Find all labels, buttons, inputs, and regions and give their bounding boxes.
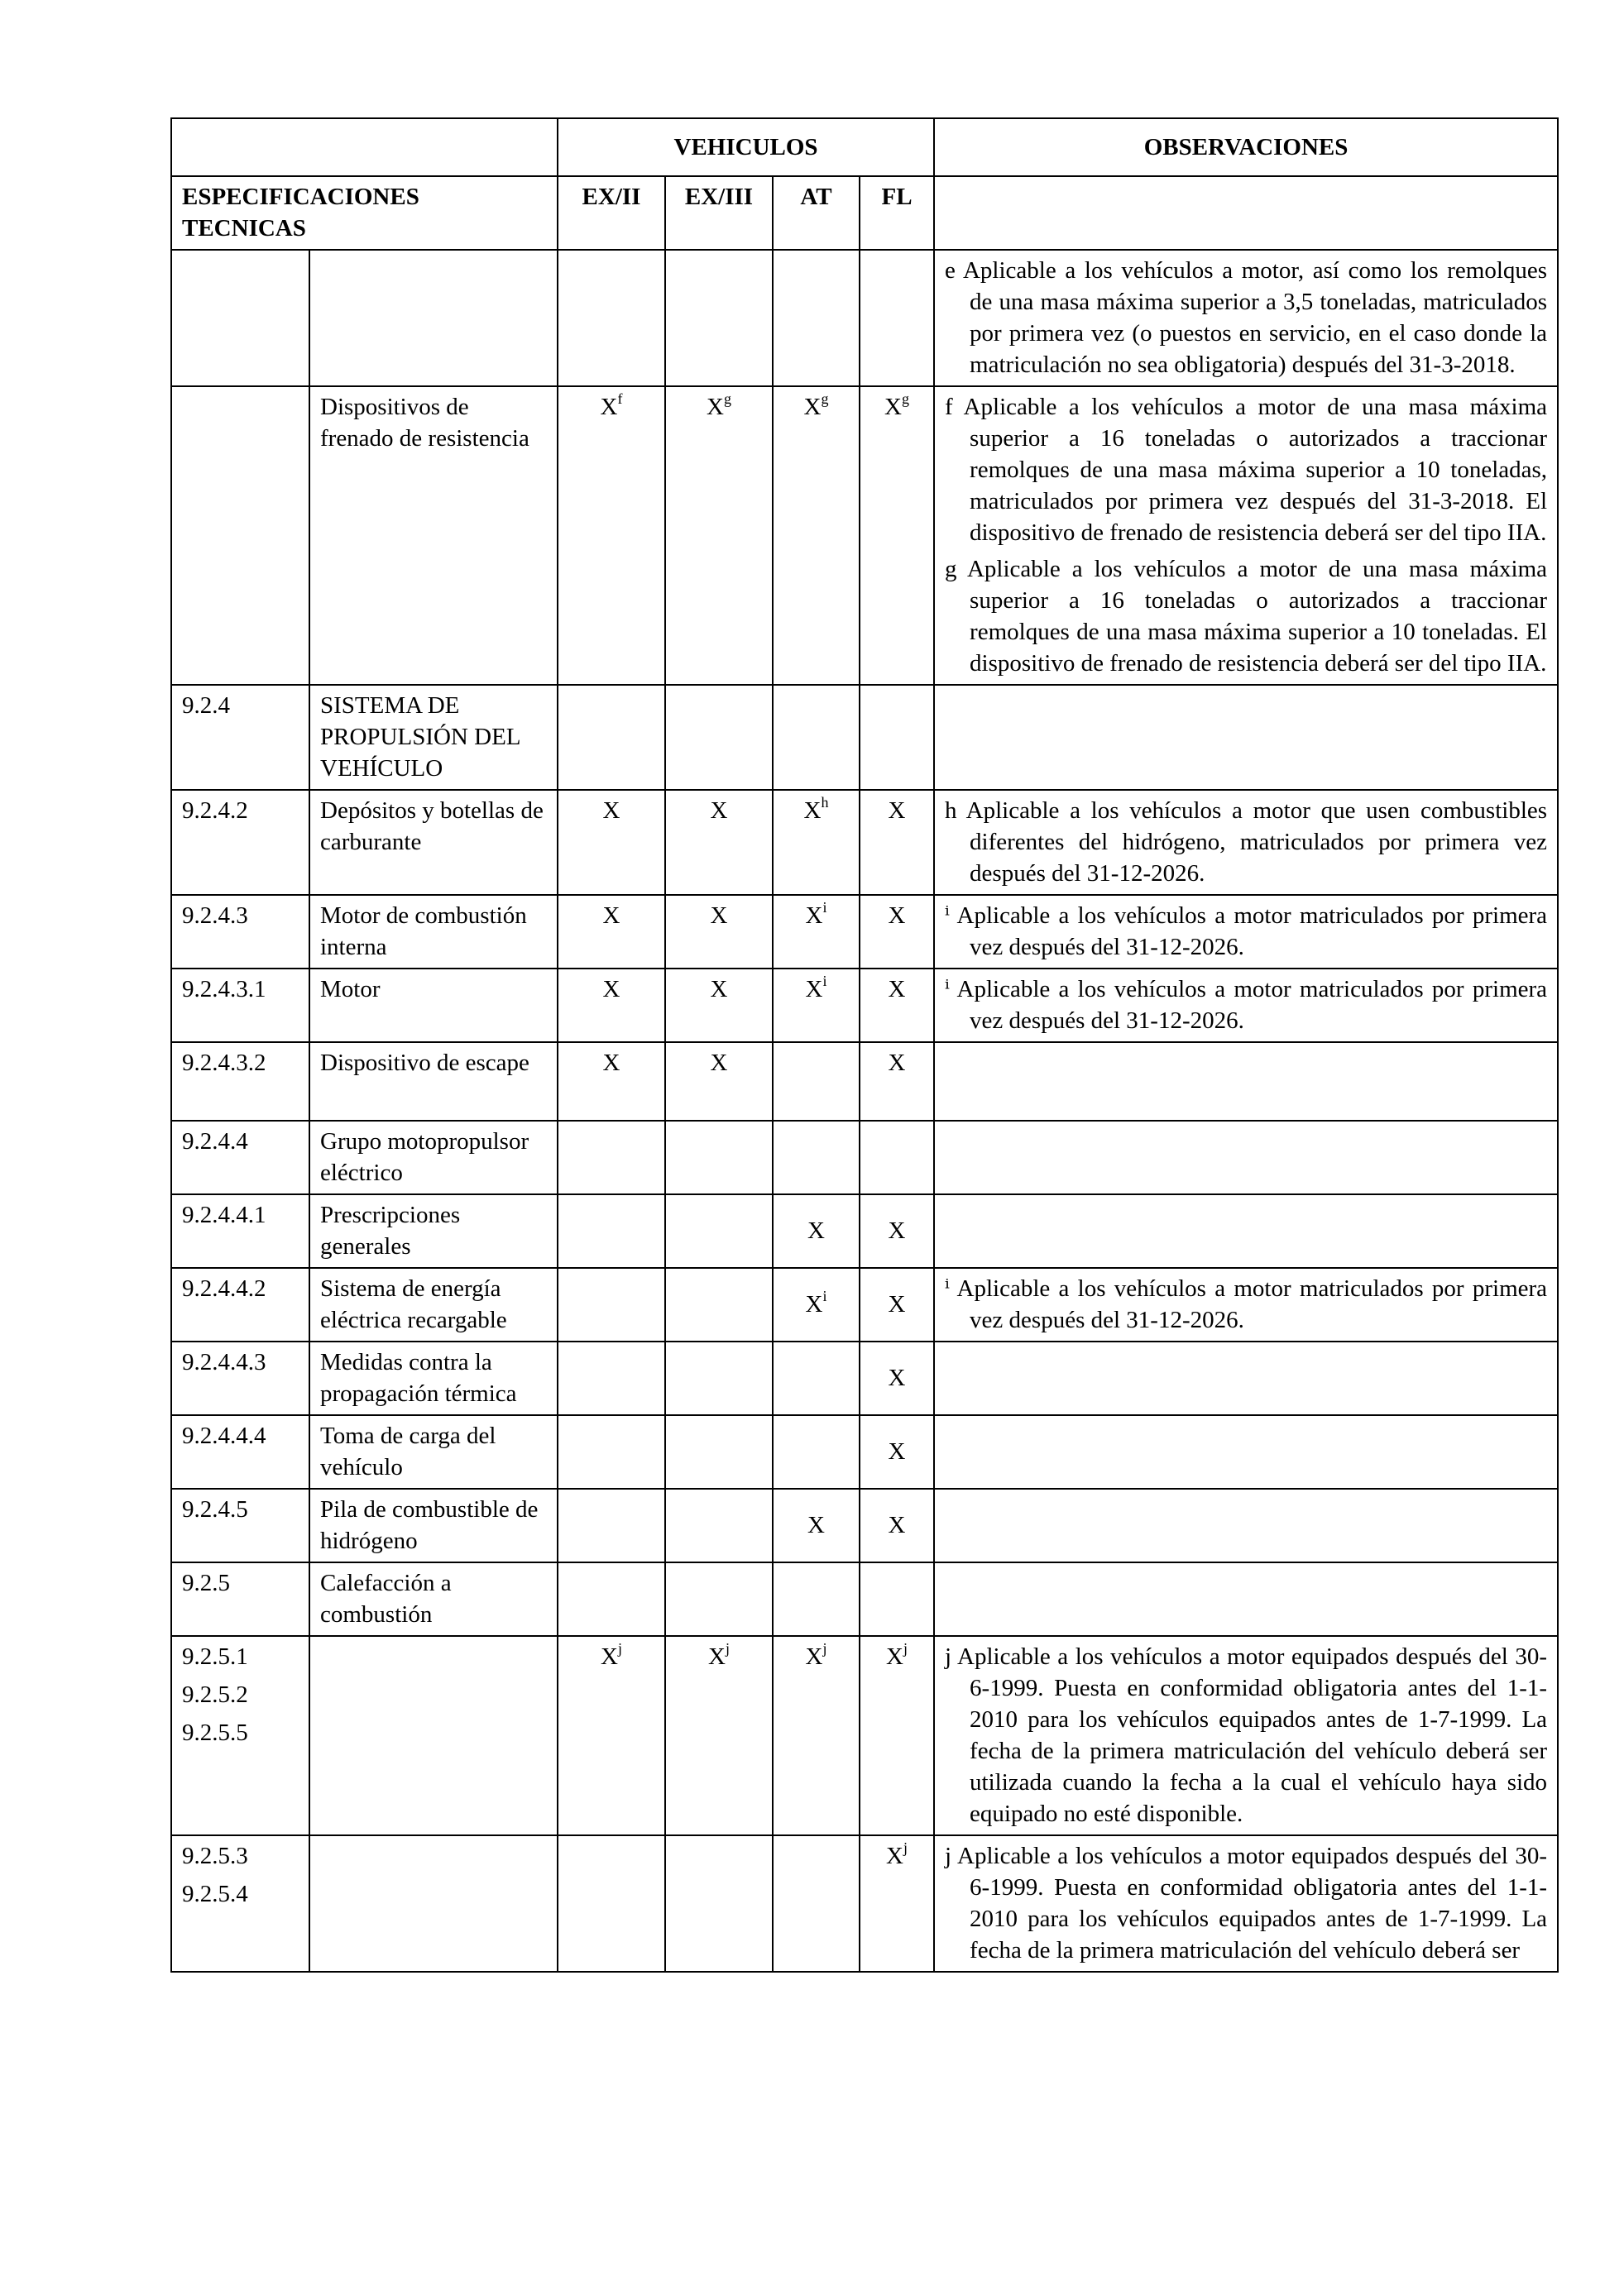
row-name: Motor [309,969,558,1042]
mark-ex-ii [558,1562,665,1636]
header-col-fl: FL [860,176,934,250]
table-row [171,895,1558,969]
row-code-cell [171,1636,309,1835]
mark-at [773,386,860,685]
row-observation [934,1042,1558,1121]
row-code: 9.2.4.4.2 [182,1275,266,1302]
header-blank-cell [171,118,558,176]
header-col-ex-ii: EX/II [558,176,665,250]
mark-value: X [888,976,906,1002]
mark-at [773,1342,860,1415]
row-code: 9.2.4.4 [182,1128,248,1155]
row-name: Dispositivos de frenado de resistencia [309,386,558,685]
mark-ex-iii [665,1415,773,1489]
mark-ex-ii [558,685,665,790]
mark-value: X [888,1438,906,1465]
table-body [171,250,1558,1972]
mark-ex-iii [665,1121,773,1194]
row-code: 9.2.4.4.4 [182,1423,266,1449]
row-code: 9.2.4.5 [182,1496,248,1523]
footnote-text: j Aplicable a los vehículos a motor equipados después del 30-6-1999. Puesta en conformidad obligatoria antes del 1-1-2010 para los vehículos equipados antes de 1-7-1999. La fecha de la primera matriculación del vehículo deberá ser [945,1843,1548,1964]
footnote-text: h Aplicable a los vehículos a motor que usen combustibles diferentes del hidrógeno, matriculados por primera vez después del 31-12-2026. [945,797,1548,887]
row-name: Sistema de energía eléctrica recargable [309,1268,558,1342]
mark-ex-iii [665,1835,773,1972]
row-code-cell [171,250,309,386]
mark-ex-ii [558,790,665,895]
mark-fl [860,1342,934,1415]
mark-fl [860,1042,934,1121]
mark-at [773,1489,860,1562]
mark-fl [860,1415,934,1489]
mark-value: X [805,1291,823,1318]
table-row [171,1562,1558,1636]
row-code-cell [171,1121,309,1194]
mark-value: X [888,1050,906,1076]
mark-value: X [805,902,823,929]
specifications-table [170,117,1559,1973]
mark-value: X [888,1365,906,1391]
mark-ex-ii [558,1415,665,1489]
header-col-ex-iii: EX/III [665,176,773,250]
mark-value: X [602,1050,620,1076]
mark-ex-iii [665,895,773,969]
mark-footnote-ref: j [725,1640,730,1657]
mark-ex-iii [665,685,773,790]
row-observation [934,895,1558,969]
row-observation [934,1562,1558,1636]
mark-value: X [807,1512,825,1538]
row-code: 9.2.4.3.2 [182,1050,266,1076]
row-code: 9.2.5.3 [182,1843,248,1869]
row-code-cell [171,1194,309,1268]
footnote-text: g Aplicable a los vehículos a motor de una masa máxima superior a 16 toneladas o autorizados a traccionar remolques de una masa máxima superior a 10 toneladas. El dispositivo de frenado de resistencia deberá ser del tipo IIA. [945,556,1548,677]
mark-ex-iii [665,1562,773,1636]
mark-fl [860,895,934,969]
table-row [171,969,1558,1042]
mark-value: X [707,394,724,420]
row-code: 9.2.5.5 [182,1720,248,1746]
mark-fl [860,386,934,685]
mark-at [773,1835,860,1972]
footnote-text: ⁱ Aplicable a los vehículos a motor matriculados por primera vez después del 31-12-2026. [945,976,1548,1034]
row-code-cell [171,685,309,790]
mark-ex-iii [665,1342,773,1415]
table-row [171,1835,1558,1972]
mark-value: X [888,902,906,929]
row-observation [934,790,1558,895]
row-observation [934,250,1558,386]
mark-ex-ii [558,250,665,386]
mark-value: X [708,1643,726,1670]
header-col-at: AT [773,176,860,250]
mark-ex-iii [665,790,773,895]
mark-at [773,685,860,790]
mark-value: X [886,1843,903,1869]
table-row [171,790,1558,895]
mark-footnote-ref: g [902,390,909,407]
mark-footnote-ref: i [822,1288,827,1304]
mark-value: X [805,1643,823,1670]
footnote-text: j Aplicable a los vehículos a motor equipados después del 30-6-1999. Puesta en conformidad obligatoria antes del 1-1-2010 para los vehículos equipados antes de 1-7-1999. La fecha de la primera matriculación del vehículo deberá ser utilizada cuando la fecha a la cual el vehículo haya sido equipado no esté disponible. [945,1643,1548,1827]
table-row [171,250,1558,386]
mark-value: X [803,394,822,420]
mark-ex-ii [558,1042,665,1121]
mark-value: X [886,1643,903,1670]
row-code-cell [171,1415,309,1489]
row-name: Grupo motopropulsor eléctrico [309,1121,558,1194]
header-observaciones: OBSERVACIONES [934,118,1558,176]
row-code: 9.2.4 [182,692,230,719]
mark-ex-iii [665,1636,773,1835]
mark-footnote-ref: i [822,973,827,989]
row-observation [934,1415,1558,1489]
mark-value: X [888,1512,906,1538]
mark-value: X [807,1217,825,1244]
footnote-text: f Aplicable a los vehículos a motor de una masa máxima superior a 16 toneladas o autorizados a traccionar remolques de una masa máxima superior a 10 toneladas, matriculados por primera vez después del 31-3-2018. El dispositivo de frenado de resistencia deberá ser del tipo IIA. [945,394,1548,546]
mark-ex-ii [558,1121,665,1194]
row-name: Toma de carga del vehículo [309,1415,558,1489]
row-observation [934,1342,1558,1415]
row-observation [934,969,1558,1042]
row-observation [934,386,1558,685]
header-vehiculos: VEHICULOS [558,118,934,176]
row-code-cell [171,1042,309,1121]
mark-ex-ii [558,1342,665,1415]
mark-footnote-ref: g [821,390,829,407]
table-row [171,1342,1558,1415]
mark-fl [860,685,934,790]
footnote-text: ⁱ Aplicable a los vehículos a motor matriculados por primera vez después del 31-12-2026. [945,1275,1548,1333]
mark-value: X [600,394,618,420]
mark-ex-iii [665,1268,773,1342]
row-code: 9.2.4.3.1 [182,976,266,1002]
mark-footnote-ref: j [903,1640,908,1657]
table-row [171,1489,1558,1562]
row-code: 9.2.4.3 [182,902,248,929]
table-row [171,1194,1558,1268]
row-code-cell [171,1268,309,1342]
mark-fl [860,790,934,895]
header-row-2 [171,176,1558,250]
row-name: Medidas contra la propagación térmica [309,1342,558,1415]
row-name: Depósitos y botellas de carburante [309,790,558,895]
mark-ex-ii [558,895,665,969]
row-code: 9.2.5.1 [182,1643,248,1670]
mark-value: X [710,902,728,929]
row-code-cell [171,969,309,1042]
table-row [171,386,1558,685]
mark-at [773,1121,860,1194]
row-code-cell [171,1342,309,1415]
mark-ex-iii [665,969,773,1042]
table-row [171,1268,1558,1342]
mark-at [773,1268,860,1342]
mark-value: X [601,1643,618,1670]
mark-ex-ii [558,1194,665,1268]
row-name: Motor de combustión interna [309,895,558,969]
row-code-cell [171,790,309,895]
mark-value: X [805,976,823,1002]
mark-at [773,1042,860,1121]
mark-at [773,250,860,386]
header-obs-blank [934,176,1558,250]
row-name: Dispositivo de escape [309,1042,558,1121]
mark-at [773,790,860,895]
mark-fl [860,1636,934,1835]
mark-ex-ii [558,1636,665,1835]
footnote-text: e Aplicable a los vehículos a motor, así como los remolques de una masa máxima superior a 3,5 toneladas, matriculados por primera vez (o puestos en servicio, en el caso donde la matriculación no sea obligatoria) después del 31-3-2018. [945,257,1548,378]
mark-ex-ii [558,969,665,1042]
mark-footnote-ref: j [822,1640,827,1657]
mark-value: X [602,797,620,824]
mark-ex-ii [558,386,665,685]
mark-ex-iii [665,1489,773,1562]
mark-at [773,895,860,969]
mark-value: X [888,1291,906,1318]
mark-value: X [602,902,620,929]
mark-value: X [710,976,728,1002]
footnote-text: ⁱ Aplicable a los vehículos a motor matriculados por primera vez después del 31-12-2026. [945,902,1548,960]
row-name: SISTEMA DE PROPULSIÓN DEL VEHÍCULO [309,685,558,790]
mark-footnote-ref: j [617,1640,622,1657]
mark-footnote-ref: i [822,899,827,916]
row-code-cell [171,1489,309,1562]
row-code: 9.2.5 [182,1570,230,1596]
row-code-cell [171,1562,309,1636]
mark-footnote-ref: f [617,390,623,407]
row-name [309,1835,558,1972]
row-code-cell [171,1835,309,1972]
mark-ex-iii [665,1194,773,1268]
row-code: 9.2.5.4 [182,1881,248,1907]
row-observation [934,1636,1558,1835]
row-code: 9.2.5.2 [182,1681,248,1708]
row-observation [934,1268,1558,1342]
row-code: 9.2.4.4.1 [182,1202,266,1228]
row-name: Calefacción a combustión [309,1562,558,1636]
row-observation [934,685,1558,790]
mark-value: X [710,797,728,824]
table-row [171,685,1558,790]
mark-fl [860,1194,934,1268]
row-code-cell [171,386,309,685]
header-especificaciones: ESPECIFICACIONES TECNICAS [171,176,558,250]
row-code-cell [171,895,309,969]
row-observation [934,1489,1558,1562]
mark-fl [860,250,934,386]
mark-ex-ii [558,1268,665,1342]
mark-footnote-ref: g [723,390,731,407]
mark-ex-ii [558,1489,665,1562]
row-name: Prescripciones generales [309,1194,558,1268]
mark-value: X [888,797,906,824]
mark-at [773,969,860,1042]
mark-ex-iii [665,386,773,685]
mark-value: X [888,1217,906,1244]
row-observation [934,1121,1558,1194]
mark-at [773,1636,860,1835]
mark-value: X [884,394,902,420]
mark-fl [860,1121,934,1194]
table-row [171,1121,1558,1194]
mark-value: X [602,976,620,1002]
table-row [171,1415,1558,1489]
mark-ex-iii [665,250,773,386]
mark-value: X [710,1050,728,1076]
mark-at [773,1415,860,1489]
row-name [309,250,558,386]
mark-fl [860,969,934,1042]
mark-at [773,1194,860,1268]
mark-footnote-ref: h [821,794,829,811]
mark-footnote-ref: j [903,1839,908,1856]
mark-ex-ii [558,1835,665,1972]
row-code: 9.2.4.2 [182,797,248,824]
mark-fl [860,1268,934,1342]
mark-ex-iii [665,1042,773,1121]
row-code: 9.2.4.4.3 [182,1349,266,1375]
row-name: Pila de combustible de hidrógeno [309,1489,558,1562]
header-row-1 [171,118,1558,176]
table-row [171,1636,1558,1835]
row-observation [934,1835,1558,1972]
row-observation [934,1194,1558,1268]
mark-at [773,1562,860,1636]
mark-value: X [803,797,822,824]
mark-fl [860,1835,934,1972]
mark-fl [860,1562,934,1636]
mark-fl [860,1489,934,1562]
table-row [171,1042,1558,1121]
row-name [309,1636,558,1835]
